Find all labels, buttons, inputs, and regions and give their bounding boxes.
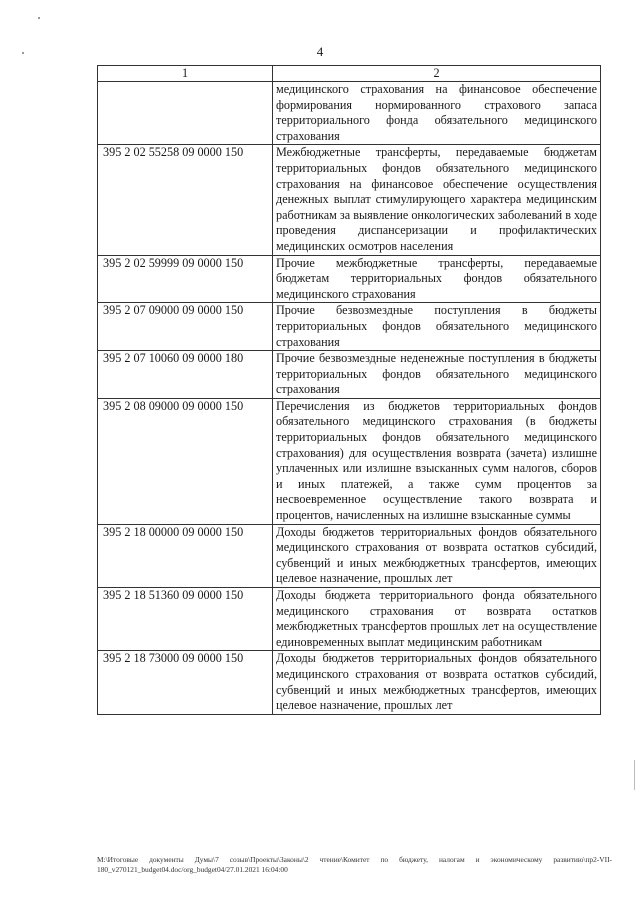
scan-speck [38,17,40,19]
table-row [98,255,601,303]
row-code [98,82,273,145]
table-row [98,303,601,351]
table-row [98,651,601,714]
row-description: Прочие межбюджетные трансферты, передаваемые бюджетам территориальных фондов обязательного медицинского страхования [273,255,601,303]
row-code: 395 2 18 00000 09 0000 150 [98,524,273,587]
row-description: Доходы бюджетов территориальных фондов обязательного медицинского страхования от возврата остатков субсидий, субвенций и иных межбюджетных трансфертов, имеющих целевое назначение, прошлых лет [273,651,601,714]
row-code: 395 2 02 59999 09 0000 150 [98,255,273,303]
table-row [98,145,601,255]
row-description: Доходы бюджетов территориальных фондов обязательного медицинского страхования от возврата остатков субсидий, субвенций и иных межбюджетных трансфертов, имеющих целевое назначение, прошлых лет [273,524,601,587]
table-header-row [98,66,601,82]
file-path-footer: M:\Итоговые документы Думы\7 созыв\Проекты\Законы\2 чтение\Комитет по бюджету, налогам и экономическому развитию\пр2-VII-180_v270121_budget04.doc/org_budget04/27.01.2021 16:04:00 [97,855,612,874]
table-row [98,524,601,587]
scan-speck [634,760,635,790]
column-header-code: 1 [98,66,273,82]
column-header-description: 2 [273,66,601,82]
table-row [98,588,601,651]
row-description: Прочие безвозмездные неденежные поступления в бюджеты территориальных фондов обязательного медицинского страхования [273,351,601,399]
page-number: 4 [316,44,324,59]
scan-speck [22,52,24,54]
row-code: 395 2 18 51360 09 0000 150 [98,588,273,651]
table-row [98,82,601,145]
table-row [98,351,601,399]
row-code: 395 2 07 09000 09 0000 150 [98,303,273,351]
row-code: 395 2 02 55258 09 0000 150 [98,145,273,255]
budget-classification-table [97,65,601,715]
row-description: Доходы бюджета территориального фонда обязательного медицинского страхования от возврата остатков межбюджетных трансфертов прошлых лет на осуществление единовременных выплат медицинским работникам [273,588,601,651]
row-description: Прочие безвозмездные поступления в бюджеты территориальных фондов обязательного медицинского страхования [273,303,601,351]
row-description: Межбюджетные трансферты, передаваемые бюджетам территориальных фондов обязательного медицинского страхования на финансовое обеспечение осуществления денежных выплат стимулирующего характера медицинским работникам за выявление онкологических заболеваний в ходе проведения диспансеризации и профилактических медицинских осмотров населения [273,145,601,255]
row-code: 395 2 07 10060 09 0000 180 [98,351,273,399]
row-code: 395 2 18 73000 09 0000 150 [98,651,273,714]
row-code: 395 2 08 09000 09 0000 150 [98,398,273,524]
table-row [98,398,601,524]
row-description: Перечисления из бюджетов территориальных фондов обязательного медицинского страхования (в бюджеты территориальных фондов обязательного медицинского страхования) для осуществления возврата (зачета) излишне уплаченных или излишне взысканных сумм налогов, сборов и иных платежей, а также сумм процентов за несвоевременное осуществление такого возврата и процентов, начисленных на излишне взысканные суммы [273,398,601,524]
row-description: медицинского страхования на финансовое обеспечение формирования нормированного страхового запаса территориального фонда обязательного медицинского страхования [273,82,601,145]
